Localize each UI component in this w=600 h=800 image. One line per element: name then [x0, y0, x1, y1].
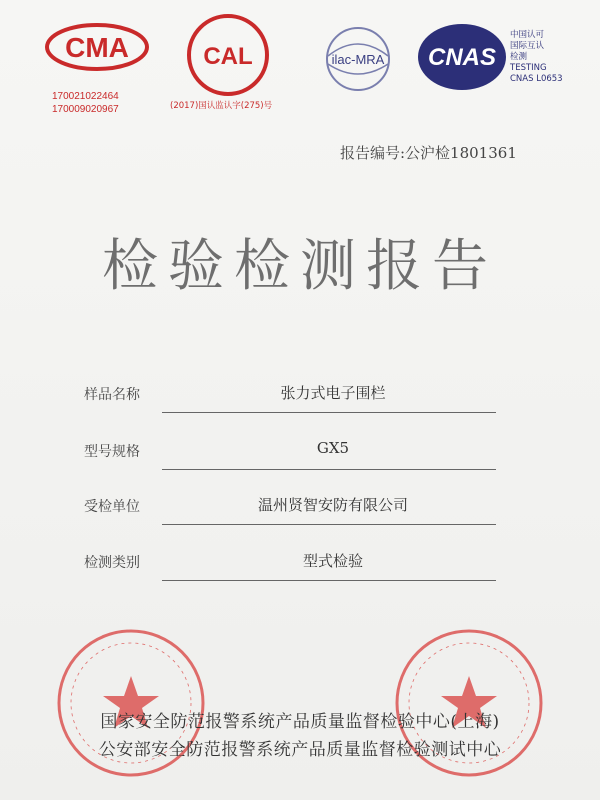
cnas-line-1: 中国认可: [510, 30, 545, 40]
field-label: 样品名称: [84, 387, 140, 403]
field-underline: [162, 524, 496, 525]
ilac-mra-logo: [312, 26, 404, 92]
field-label: 受检单位: [84, 499, 140, 515]
issuer-name-1: 国家安全防范报警系统产品质量监督检验中心(上海): [100, 712, 500, 732]
field-value: GX5: [316, 439, 350, 457]
cnas-line-2: 国际互认: [510, 41, 545, 51]
field-underline: [162, 412, 496, 413]
field-underline: [162, 469, 496, 470]
field-inspected-unit: [84, 492, 496, 532]
issuer-name-2: 公安部安全防范报警系统产品质量监督检验测试中心: [98, 740, 502, 760]
cal-logo: [185, 12, 271, 98]
cma-code-2: 170009020967: [52, 104, 119, 115]
field-value: 温州贤智安防有限公司: [257, 496, 408, 514]
report-number: 报告编号:公沪检1801361: [340, 144, 517, 162]
cma-logo: [44, 22, 150, 72]
cnas-line-3: 检测: [510, 52, 528, 62]
cnas-logo-text: CNAS: [427, 44, 497, 71]
cnas-line-4: TESTING: [510, 63, 547, 73]
cnas-logo: [416, 20, 508, 94]
field-underline: [162, 580, 496, 581]
field-value: 型式检验: [302, 552, 363, 570]
cal-logo-text: CAL: [203, 43, 253, 70]
cma-codes: [52, 90, 119, 116]
cma-code-1: 170021022464: [52, 91, 119, 102]
cnas-caption: [510, 30, 563, 85]
field-label: 型号规格: [84, 444, 140, 460]
field-test-category: [84, 548, 496, 588]
cal-caption: (2017)国认监认字(275)号: [170, 101, 273, 111]
field-value: 张力式电子围栏: [280, 384, 386, 402]
field-model-spec: [84, 437, 496, 477]
cma-logo-text: CMA: [65, 32, 129, 63]
field-label: 检测类别: [84, 555, 140, 571]
cnas-line-5: CNAS L0653: [510, 74, 563, 84]
ilac-mra-text: ilac-MRA: [331, 52, 385, 67]
report-title: 检验检测报告: [102, 234, 498, 299]
field-sample-name: [84, 380, 496, 420]
